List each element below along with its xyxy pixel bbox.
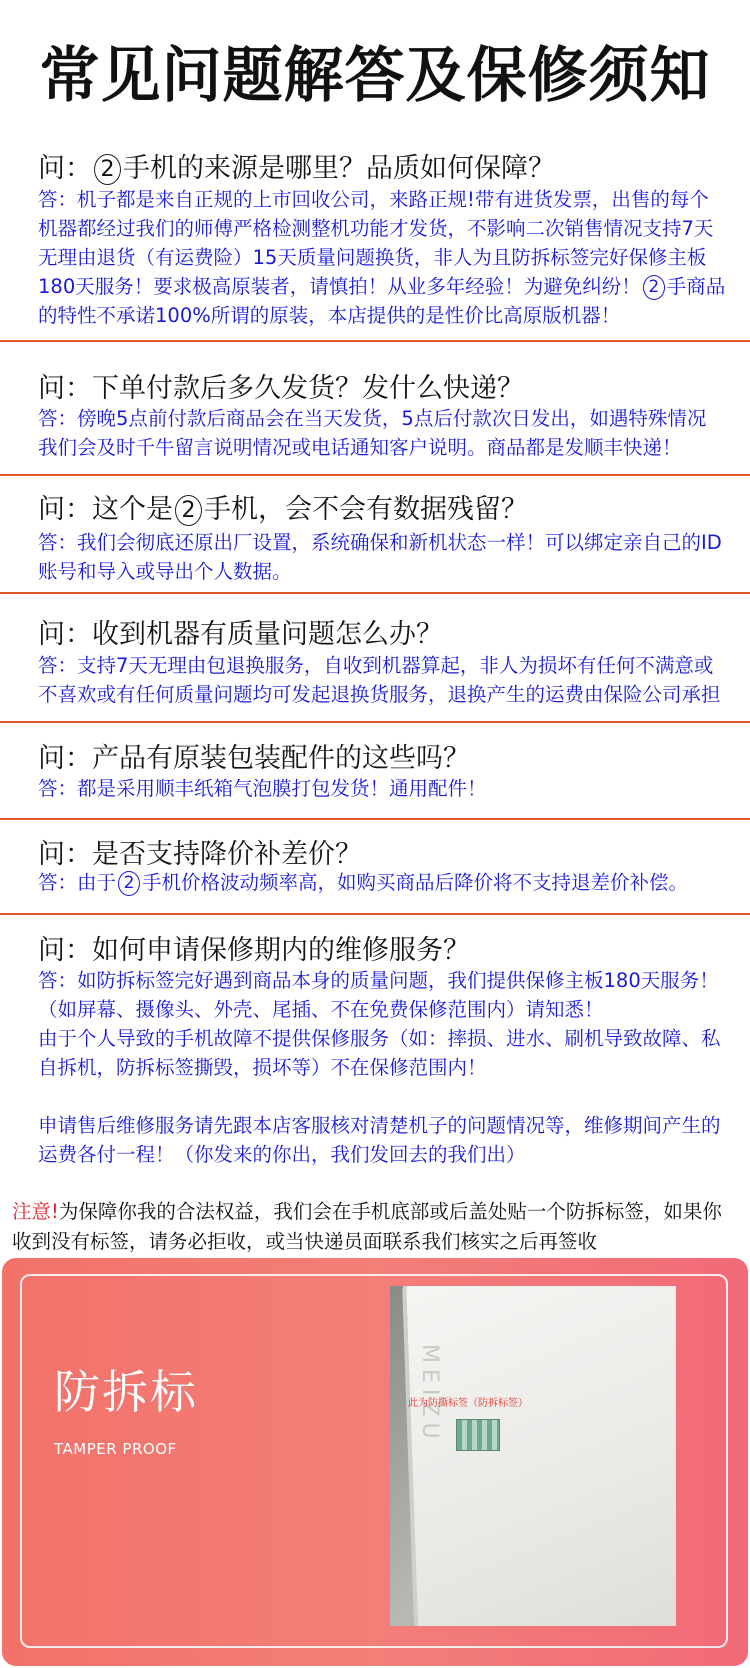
tamper-label-photo xyxy=(390,1286,676,1626)
faq-answer: 答：如防拆标签完好遇到商品本身的质量问题，我们提供保修主板180天服务！ （如屏幕、摄像头、外壳、尾插、不在免费保修范围内）请知悉！ 由于个人导致的手机故障不提供保修服务（如：摔损、进水、刷机导致故障、私 自拆机，防拆标签撕毁，损坏等）不在保修范围内！ 申请售后维修服务请先跟本店客服核对清楚机子的问题情况等，维修期间产生的 运费各付一程！（你发来的你出，我们发回去的我们出） xyxy=(38,969,721,1166)
answer-prefix: 答：由于 xyxy=(38,871,117,894)
faq-answer: 答：支持7天无理由包退换服务，自收到机器算起，非人为损坏有任何不满意或 不喜欢或有任何质量问题均可发起退换货服务，退换产生的运费由保险公司承担 xyxy=(38,654,721,706)
faq-question: 问：是否支持降价补差价？ xyxy=(38,839,362,870)
answer-tail: 手机价格波动频率高，如购买商品后降价将不支持退差价补偿。 xyxy=(142,871,689,894)
answer-tail: 手商品 的特性不承诺100%所谓的原装，本店提供的是性价比高原版机器！ xyxy=(38,275,726,327)
section-divider xyxy=(0,474,750,476)
notice-body: 为保障你我的合法权益，我们会在手机底部或后盖处贴一个防拆标签，如果你 收到没有标签，请务必拒收，或当快递员面联系我们核实之后再签收 xyxy=(12,1200,722,1253)
number-badge: 2 xyxy=(118,871,140,896)
faq-question: 问：下单付款后多久发货？发什么快递？ xyxy=(38,373,524,404)
tamper-proof-banner xyxy=(2,1258,748,1666)
question-prefix: 问： xyxy=(38,153,92,184)
number-badge: 2 xyxy=(175,495,202,526)
section-divider xyxy=(0,592,750,594)
banner-subtitle: TAMPER PROOF xyxy=(54,1440,177,1458)
faq-answer: 答：都是采用顺丰纸箱气泡膜打包发货！通用配件！ xyxy=(38,777,487,800)
phone-back xyxy=(401,1286,676,1626)
section-divider xyxy=(0,913,750,915)
notice-label: 注意! xyxy=(12,1200,59,1223)
faq-question xyxy=(38,487,528,526)
faq-question: 问：收到机器有质量问题怎么办？ xyxy=(38,619,443,650)
section-divider xyxy=(0,818,750,820)
page-title: 常见问题解答及保修须知 xyxy=(39,41,711,111)
number-badge: 2 xyxy=(643,275,665,300)
faq-answer xyxy=(38,185,728,330)
answer-text: 答：机子都是来自正规的上市回收公司，来路正规!带有进货发票，出售的每个 机器都经过我们的师傅严格检测整机功能才发货，不影响二次销售情况支持7天 无理由退货（有运费险）15天质量问题换货，非人为且防拆标签完好保修主板 180天服务！要求极高原装者，请慎拍！从业多年经验！为避免纠纷！ xyxy=(38,188,714,298)
faq-answer: 答：傍晚5点前付款后商品会在当天发货，5点后付款次日发出，如遇特殊情况 我们会及时千牛留言说明情况或电话通知客户说明。商品都是发顺丰快递！ xyxy=(38,407,707,459)
question-text: 手机，会不会有数据残留？ xyxy=(204,494,528,525)
faq-question: 问：如何申请保修期内的维修服务？ xyxy=(38,935,470,966)
banner-title: 防拆标 xyxy=(54,1365,198,1419)
section-divider xyxy=(0,721,750,723)
faq-question xyxy=(38,146,555,185)
section-divider xyxy=(0,340,750,342)
faq-answer xyxy=(38,868,728,897)
faq-question: 问：产品有原装包装配件的这些吗？ xyxy=(38,743,470,774)
number-badge: 2 xyxy=(94,154,121,185)
faq-answer: 答：我们会彻底还原出厂设置，系统确保和新机状态一样！可以绑定亲自己的ID 账号和导入或导出个人数据。 xyxy=(38,531,722,583)
phone-brand-logo: MEIZU xyxy=(417,1344,442,1445)
question-prefix: 问：这个是 xyxy=(38,494,173,525)
tamper-sticker-icon xyxy=(456,1419,500,1451)
question-text: 手机的来源是哪里？品质如何保障？ xyxy=(123,153,555,184)
notice-text xyxy=(12,1197,732,1257)
photo-caption: 此为防撕标签（防拆标签） xyxy=(408,1398,528,1409)
